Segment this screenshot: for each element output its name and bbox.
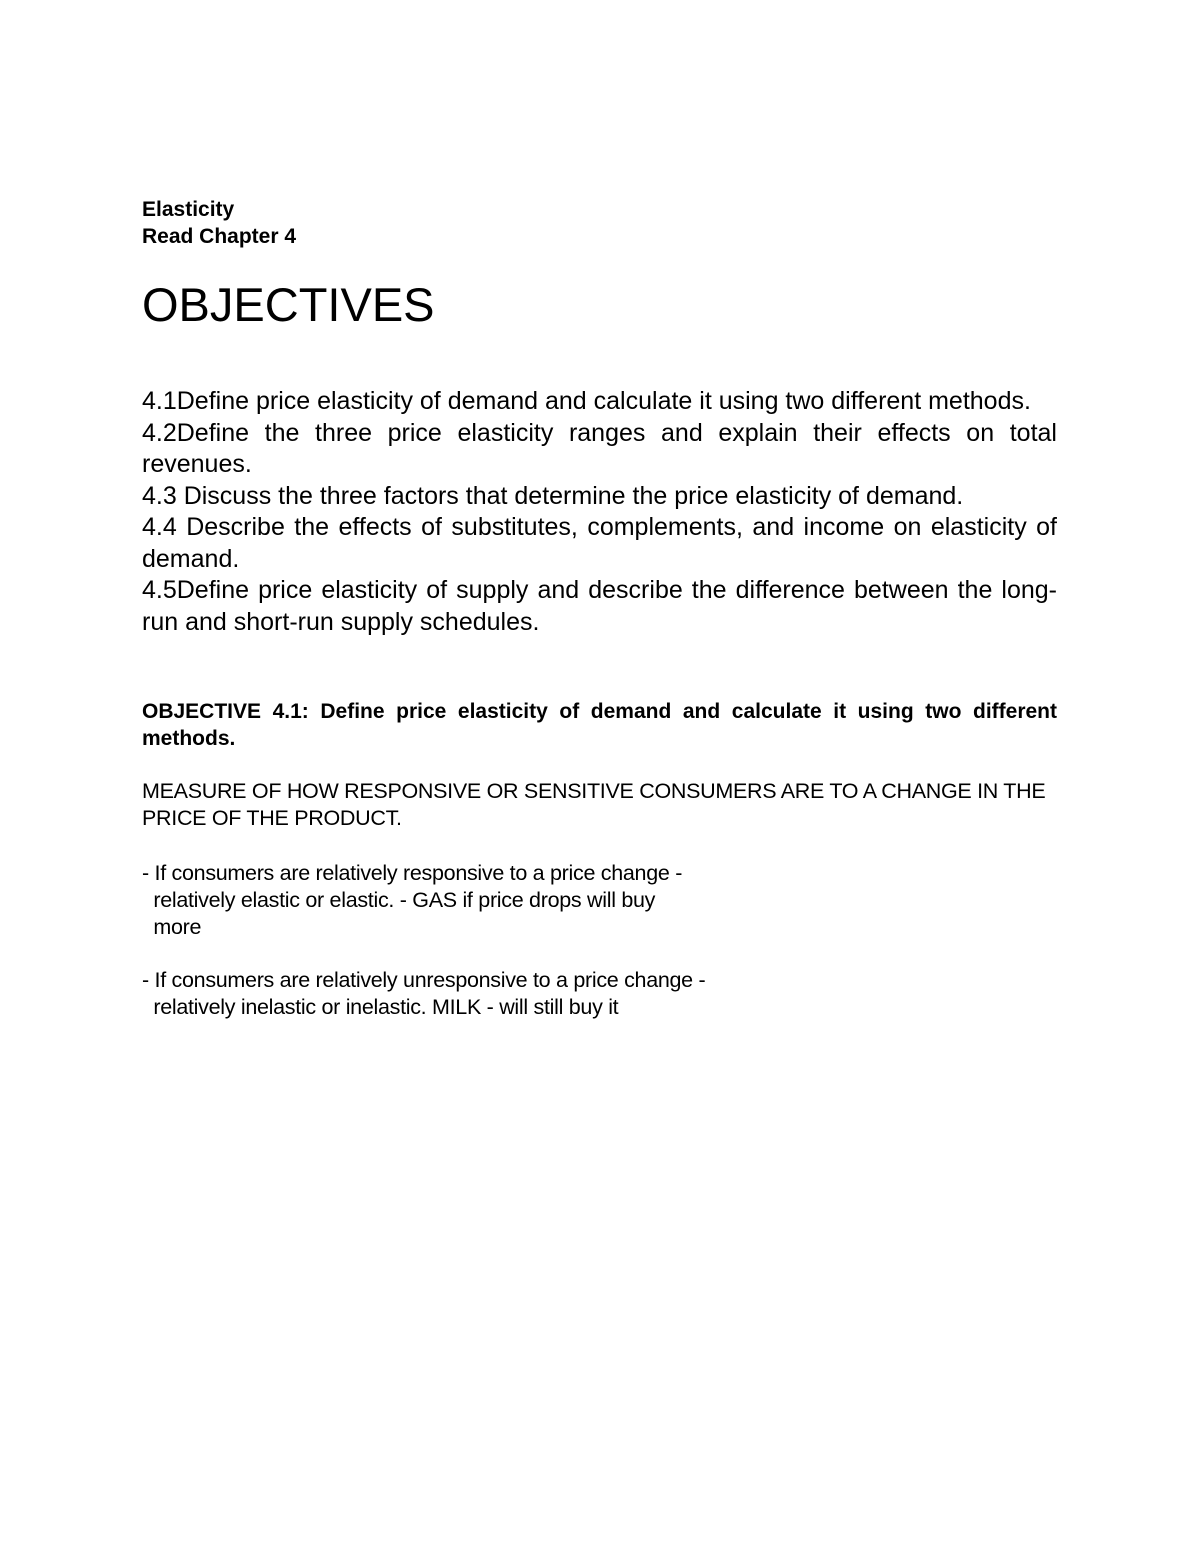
measure-definition: MEASURE OF HOW RESPONSIVE OR SENSITIVE CONSUMERS ARE TO A CHANGE IN THE PRICE OF THE PRODUCT. — [142, 779, 1046, 830]
document-header — [142, 196, 296, 250]
objectives-heading: OBJECTIVES — [142, 278, 435, 331]
objective-item: 4.5Define price elasticity of supply and describe the difference between the long-run and short-run supply schedules. — [142, 576, 1057, 636]
objective-4-1-heading: OBJECTIVE 4.1: Define price elasticity of demand and calculate it using two different methods. — [142, 700, 1057, 750]
objective-item: 4.4 Describe the effects of substitutes, complements, and income on elasticity of demand. — [142, 513, 1057, 573]
bullet-line: more — [142, 915, 202, 939]
bullet-line: - If consumers are relatively responsive to a price change - — [142, 861, 683, 885]
objective-item: 4.1Define price elasticity of demand and calculate it using two different methods. — [142, 387, 1031, 415]
bullet-elastic — [142, 860, 682, 941]
document-title: Elasticity — [142, 198, 235, 221]
objectives-list — [142, 386, 1057, 638]
bullet-line: relatively elastic or elastic. - GAS if price drops will buy — [142, 888, 656, 912]
bullet-inelastic — [142, 967, 705, 1021]
document-subtitle: Read Chapter 4 — [142, 225, 297, 248]
bullet-line: - If consumers are relatively unresponsive to a price change - — [142, 968, 706, 992]
objective-item: 4.2Define the three price elasticity ranges and explain their effects on total revenues. — [142, 418, 1057, 478]
objective-item: 4.3 Discuss the three factors that determine the price elasticity of demand. — [142, 481, 964, 510]
bullet-line: relatively inelastic or inelastic. MILK - will still buy it — [142, 995, 619, 1019]
